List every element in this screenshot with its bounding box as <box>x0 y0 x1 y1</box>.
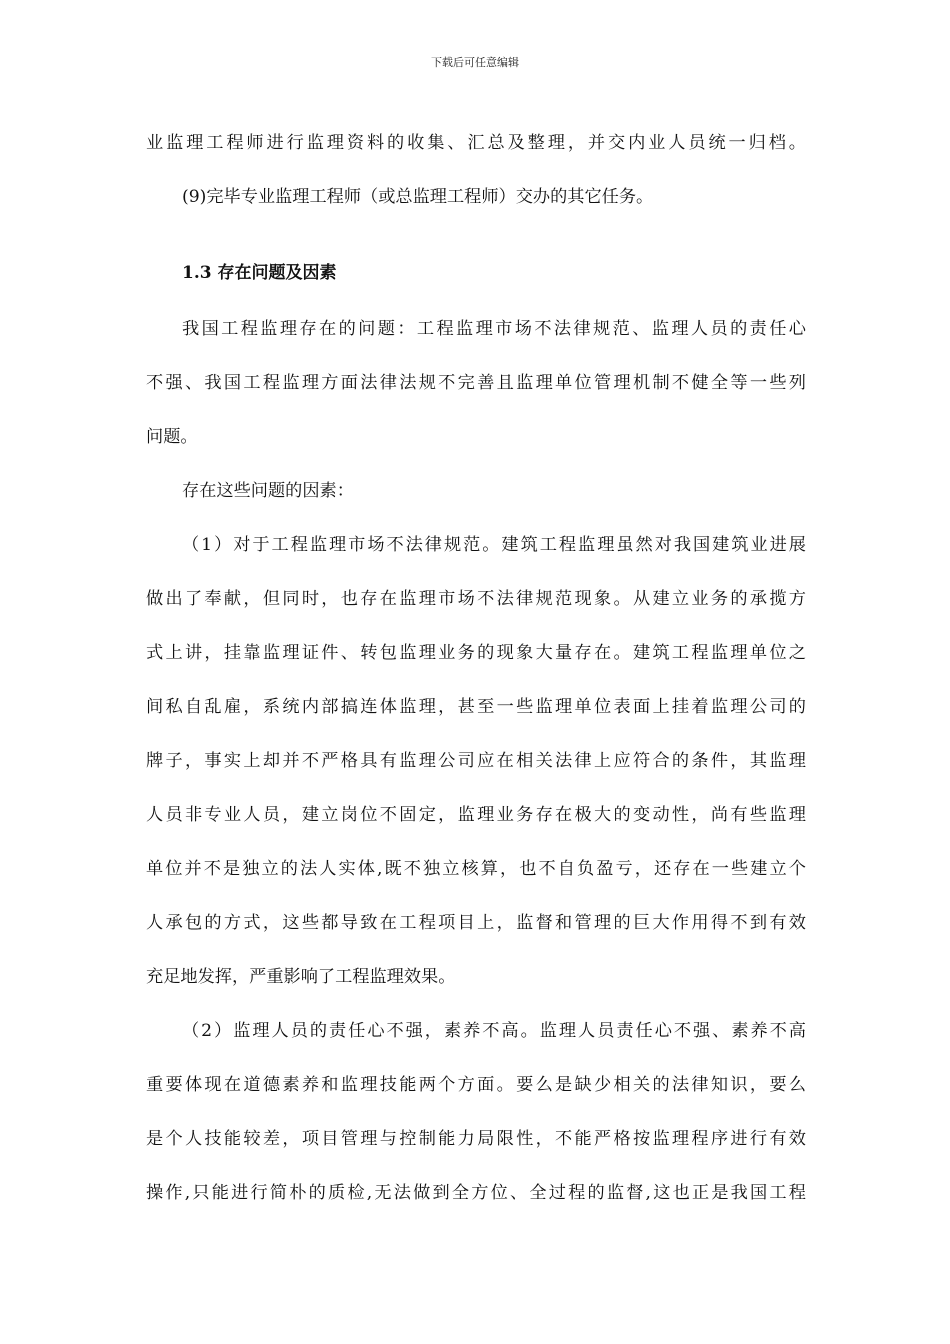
text-line: 存在这些问题的因素： <box>182 481 354 501</box>
text-line: 间私自乱雇，系统内部搞连体监理，甚至一些监理单位表面上挂着监理公司的 <box>146 697 806 717</box>
text-line: 是个人技能较差，项目管理与控制能力局限性，不能严格按监理程序进行有效 <box>146 1129 806 1149</box>
text-line: 人承包的方式，这些都导致在工程项目上，监督和管理的巨大作用得不到有效 <box>146 913 806 933</box>
text-line: 问题。 <box>146 427 198 447</box>
text-line: 单位并不是独立的法人实体,既不独立核算，也不自负盈亏，还存在一些建立个 <box>146 859 806 879</box>
page-header: 下载后可任意编辑 <box>431 56 519 69</box>
text-line: 式上讲，挂靠监理证件、转包监理业务的现象大量存在。建筑工程监理单位之 <box>146 643 806 663</box>
text-line: (9)完毕专业监理工程师（或总监理工程师）交办的其它任务。 <box>182 187 654 207</box>
text-line: 操作,只能进行简朴的质检,无法做到全方位、全过程的监督,这也正是我国工程 <box>146 1183 806 1203</box>
text-line: 不强、我国工程监理方面法律法规不完善且监理单位管理机制不健全等一些列 <box>146 373 806 393</box>
text-line: （2）监理人员的责任心不强，素养不高。监理人员责任心不强、素养不高 <box>182 1021 806 1041</box>
text-line: 我国工程监理存在的问题：工程监理市场不法律规范、监理人员的责任心 <box>182 319 806 339</box>
text-line: 牌子，事实上却并不严格具有监理公司应在相关法律上应符合的条件，其监理 <box>146 751 806 771</box>
section-heading: 1.3 存在问题及因素 <box>182 263 337 283</box>
text-line: 做出了奉献，但同时，也存在监理市场不法律规范现象。从建立业务的承揽方 <box>146 589 806 609</box>
text-line: 重要体现在道德素养和监理技能两个方面。要么是缺少相关的法律知识，要么 <box>146 1075 806 1095</box>
document-body <box>146 116 806 1220</box>
text-line: 人员非专业人员，建立岗位不固定，监理业务存在极大的变动性，尚有些监理 <box>146 805 806 825</box>
text-line: （1）对于工程监理市场不法律规范。建筑工程监理虽然对我国建筑业进展 <box>182 535 806 555</box>
text-line: 业监理工程师进行监理资料的收集、汇总及整理，并交内业人员统一归档。 <box>146 133 806 153</box>
text-line: 充足地发挥，严重影响了工程监理效果。 <box>146 967 456 987</box>
